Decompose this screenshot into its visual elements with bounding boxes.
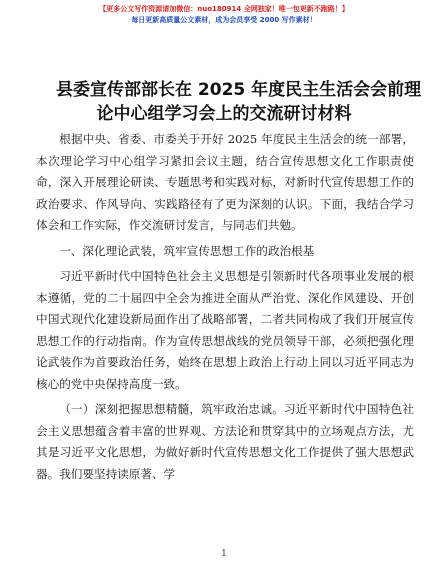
document-title-line-2: 论中心组学习会上的交流研讨材料: [96, 104, 352, 124]
document-title: [56, 78, 422, 126]
section-1-paragraph: 习近平新时代中国特色社会主义思想是引领新时代各项事业发展的根本遵循，党的二十届四中全会为推进全面从严治党、深化作风建设、开创中国式现代化建设新局面作出了战略部署，二者共同构成了我们开展宣传思想工作的行动指南。作为宣传思想战线的党员领导干部，必须把强化理论武装作为首要政治任务，始终在思想上政治上行动上同以习近平同志为核心的党中央保持高度一致。: [36, 269, 414, 391]
document-title-line-1: 县委宣传部部长在 2025 年度民主生活会会前理: [56, 80, 422, 100]
promo-banner-line-2: 每日更新高质量公文素材，成为会员享受 2000 写作素材！: [131, 16, 317, 24]
intro-paragraph: 根据中央、省委、市委关于开好 2025 年度民主生活会的统一部署，本次理论学习中心组学习紧扣会议主题，结合宣传思想文化工作职责使命，深入开展理论研读、专题思考和实践对标，对新时代宣传思想工作的政治要求、作风导向、实践路径有了更为深刻的认识。下面，我结合学习体会和工作实际，作交流研讨发言，与同志们共勉。: [36, 132, 414, 232]
promo-banner: [0, 4, 448, 26]
section-heading-1: 一、深化理论武装，筑牢宣传思想工作的政治根基: [59, 243, 315, 258]
page-number: 1: [221, 549, 227, 559]
document-body: [36, 129, 414, 485]
subsection-1-paragraph: （一）深刻把握思想精髓，筑牢政治忠诚。习近平新时代中国特色社会主义思想蕴含着丰富的世界观、方法论和贯穿其中的立场观点方法，尤其是习近平文化思想，为做好新时代宣传思想文化工作提供了强大思想武器。我们要坚持读原著、学: [36, 402, 414, 481]
promo-banner-line-1: 【更多公文写作资源请加微信：nuo180914 全网独家！唯一包更新不跑路！】: [99, 5, 349, 13]
